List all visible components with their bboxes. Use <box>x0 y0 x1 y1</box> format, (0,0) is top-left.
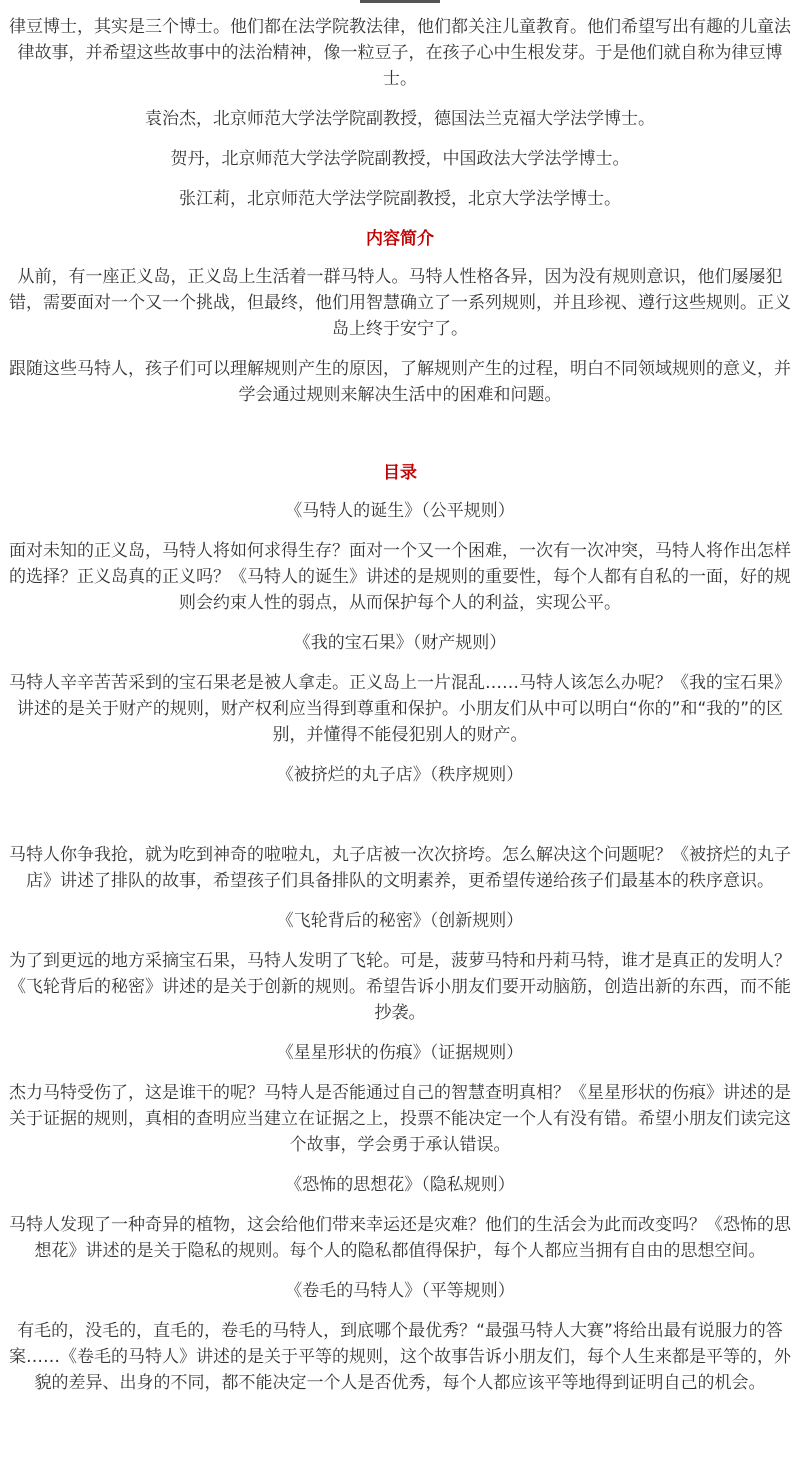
book-description-article <box>4 14 796 1410</box>
author-bio-1: 袁治杰，北京师范大学法学院副教授，德国法兰克福大学法学博士。 <box>145 109 655 129</box>
book-title-1: 《马特人的诞生》（公平规则） <box>285 501 515 521</box>
book-description-7: 有毛的，没毛的，直毛的，卷毛的马特人，到底哪个最优秀？“最强马特人大赛”将给出最有说服力的答案……《卷毛的马特人》讲述的是关于平等的规则，这个故事告诉小朋友们，每个人生来都是平等的，外貌的差异、出身的不同，都不能决定一个人是否优秀，每个人都应该平等地得到证明自己的机会。 <box>9 1321 791 1393</box>
book-description-1: 面对未知的正义岛，马特人将如何求得生存？面对一个又一个困难，一次有一次冲突，马特人将作出怎样的选择？正义岛真的正义吗？《马特人的诞生》讲述的是规则的重要性，每个人都有自私的一面，好的规则会约束人性的弱点，从而保护每个人的利益，实现公平。 <box>9 541 791 613</box>
book-description-6: 马特人发现了一种奇异的植物，这会给他们带来幸运还是灾难？他们的生活会为此而改变吗？《恐怖的思想花》讲述的是关于隐私的规则。每个人的隐私都值得保护，每个人都应当拥有自由的思想空间。 <box>9 1215 791 1261</box>
book-description-5: 杰力马特受伤了，这是谁干的呢？马特人是否能通过自己的智慧查明真相？《星星形状的伤痕》讲述的是关于证据的规则，真相的查明应当建立在证据之上，投票不能决定一个人有没有错。希望小朋友们读完这个故事，学会勇于承认错误。 <box>9 1083 791 1155</box>
summary-paragraph-2: 跟随这些马特人，孩子们可以理解规则产生的原因，了解规则产生的过程，明白不同领域规则的意义，并学会通过规则来解决生活中的困难和问题。 <box>9 359 791 405</box>
summary-heading: 内容简介 <box>366 229 434 249</box>
book-title-4: 《飞轮背后的秘密》（创新规则） <box>276 911 524 931</box>
book-description-3: 马特人你争我抢，就为吃到神奇的啦啦丸，丸子店被一次次挤垮。怎么解决这个问题呢？《被挤烂的丸子店》讲述了排队的故事，希望孩子们具备排队的文明素养，更希望传递给孩子们最基本的秩序意识。 <box>9 845 791 891</box>
contents-heading: 目录 <box>383 463 417 483</box>
book-title-5: 《星星形状的伤痕》（证据规则） <box>276 1043 524 1063</box>
book-description-2: 马特人辛辛苦苦采到的宝石果老是被人拿走。正义岛上一片混乱……马特人该怎么办呢？《我的宝石果》讲述的是关于财产的规则，财产权利应当得到尊重和保护。小朋友们从中可以明白“你的”和“我的”的区别，并懂得不能侵犯别人的财产。 <box>9 673 791 745</box>
book-title-6: 《恐怖的思想花》（隐私规则） <box>285 1175 515 1195</box>
book-title-3: 《被挤烂的丸子店》（秩序规则） <box>276 765 524 785</box>
book-description-4: 为了到更远的地方采摘宝石果，马特人发明了飞轮。可是，菠萝马特和丹莉马特，谁才是真正的发明人？《飞轮背后的秘密》讲述的是关于创新的规则。希望告诉小朋友们要开动脑筋，创造出新的东西，而不能抄袭。 <box>9 951 791 1023</box>
book-title-7: 《卷毛的马特人》（平等规则） <box>285 1281 515 1301</box>
authors-intro: 律豆博士，其实是三个博士。他们都在法学院教法律，他们都关注儿童教育。他们希望写出有趣的儿童法律故事，并希望这些故事中的法治精神，像一粒豆子，在孩子心中生根发芽。于是他们就自称为律豆博士。 <box>9 17 791 89</box>
author-bio-3: 张江莉，北京师范大学法学院副教授，北京大学法学博士。 <box>179 189 621 209</box>
book-title-2: 《我的宝石果》（财产规则） <box>293 633 507 653</box>
spacer <box>4 422 796 460</box>
spacer <box>4 802 796 842</box>
author-bio-2: 贺丹，北京师范大学法学院副教授，中国政法大学法学博士。 <box>170 149 630 169</box>
summary-paragraph-1: 从前，有一座正义岛，正义岛上生活着一群马特人。马特人性格各异，因为没有规则意识，他们屡屡犯错，需要面对一个又一个挑战，但最终，他们用智慧确立了一系列规则，并且珍视、遵行这些规则。正义岛上终于安宁了。 <box>9 267 791 339</box>
cropped-heading-fragment <box>360 0 440 3</box>
